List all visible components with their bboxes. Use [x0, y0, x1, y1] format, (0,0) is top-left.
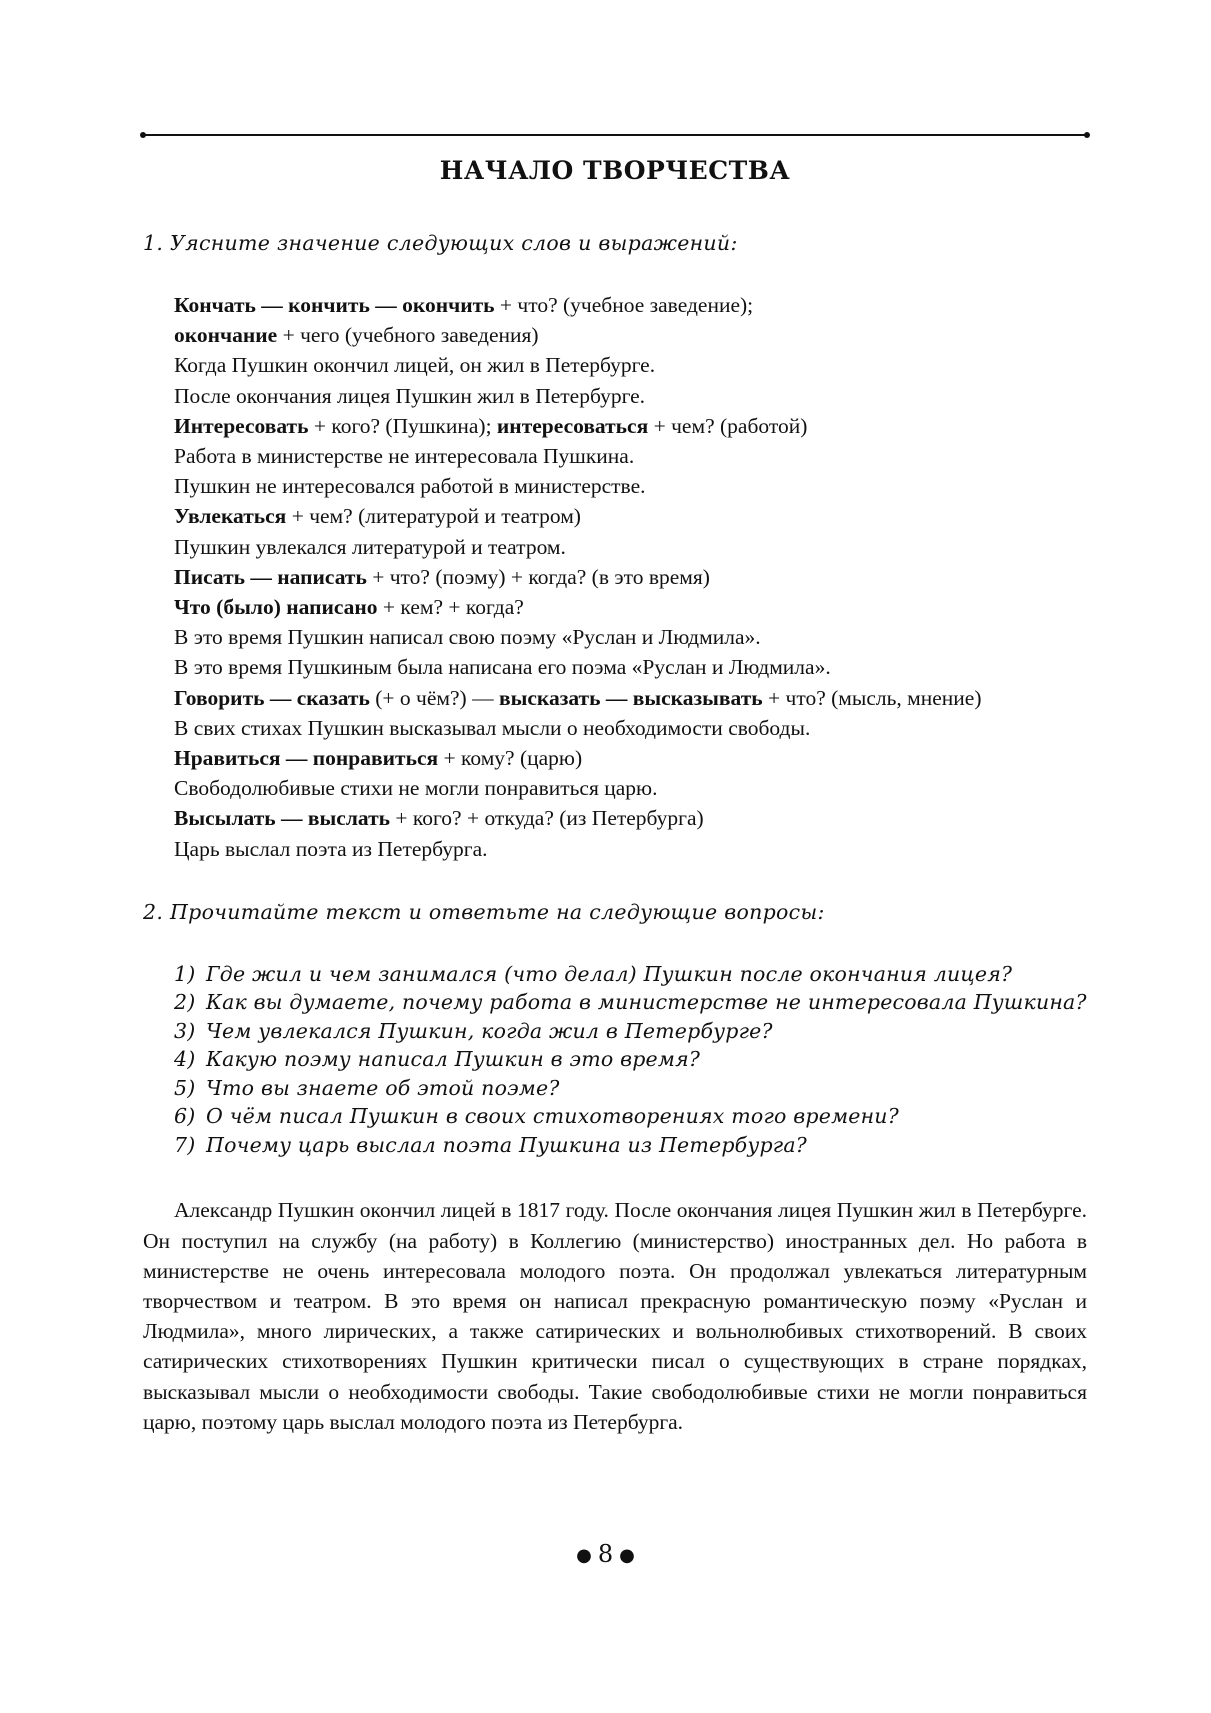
task-1-heading: 1. Уясните значение следующих слов и выражений: [143, 231, 738, 255]
vocab-line: Пушкин увлекался литературой и театром. [174, 534, 566, 559]
vocab-line: Интересовать + кого? (Пушкина); интересоваться + чем? (работой) [174, 413, 808, 438]
vocabulary-list [174, 290, 1087, 864]
vocab-line: Работа в министерстве не интересовала Пушкина. [174, 444, 635, 469]
vocab-line: Когда Пушкин окончил лицей, он жил в Петербурге. [174, 353, 656, 378]
page-number: ● 8 ● [0, 1540, 1211, 1568]
vocab-line: Высылать — выслать + кого? + откуда? (из Петербурга) [174, 806, 704, 831]
vocab-line: окончание + чего (учебного заведения) [174, 323, 539, 348]
vocab-line: Нравиться — понравиться + кому? (царю) [174, 746, 583, 771]
question-item: 1) Где жил и чем занимался (что делал) Пушкин после окончания лицея? [174, 961, 1013, 986]
bullet-icon: ● [619, 1545, 635, 1566]
question-item: 2) Как вы думаете, почему работа в министерстве не интересовала Пушкина? [174, 990, 1087, 1015]
question-item: 4) Какую поэму написал Пушкин в это время? [174, 1047, 701, 1072]
vocab-line: Писать — написать + что? (поэму) + когда? (в это время) [174, 564, 710, 589]
task-2-heading: 2. Прочитайте текст и ответьте на следующие вопросы: [143, 899, 825, 924]
vocab-line: Говорить — сказать (+ о чём?) — высказать — высказывать + что? (мысль, мнение) [174, 685, 982, 710]
vocab-line: В это время Пушкиным была написана его поэма «Руслан и Людмила». [174, 655, 831, 680]
page-content [143, 128, 1087, 1437]
vocab-line: Царь выслал поэта из Петербурга. [174, 836, 488, 861]
question-item: 5) Что вы знаете об этой поэме? [174, 1075, 560, 1100]
question-item: 6) О чём писал Пушкин в своих стихотворениях того времени? [174, 1104, 899, 1129]
vocab-line: Кончать — кончить — окончить + что? (учебное заведение); [174, 293, 754, 317]
vocab-line: Свободолюбивые стихи не могли понравиться царю. [174, 776, 658, 801]
question-item: 3) Чем увлекался Пушкин, когда жил в Петербурге? [174, 1018, 773, 1043]
question-item: 7) Почему царь выслал поэта Пушкина из Петербурга? [174, 1132, 807, 1157]
question-list [174, 960, 1087, 1160]
top-rule [143, 134, 1087, 136]
vocab-line: После окончания лицея Пушкин жил в Петербурге. [174, 383, 646, 408]
vocab-line: Увлекаться + чем? (литературой и театром) [174, 504, 581, 529]
vocab-line: В это время Пушкин написал свою поэму «Руслан и Людмила». [174, 625, 761, 650]
vocab-line: В свих стихах Пушкин высказывал мысли о необходимости свободы. [174, 715, 811, 740]
bullet-icon: ● [576, 1545, 592, 1566]
reading-text: Александр Пушкин окончил лицей в 1817 году. После окончания лицея Пушкин жил в Петербурге. Он поступил на службу (на работу) в Коллегию (министерство) иностранных дел. Но работа в министерстве не очень интересовала молодого поэта. Он продолжал увлекаться литературным творчеством и театром. В это время он написал прекрасную романтическую поэму «Руслан и Людмила», много лирических, а также сатирических и вольнолюбивых стихотворений. В своих сатирических стихотворениях Пушкин критически писал о существующих в стране порядках, высказывал мысли о необходимости свободы. Такие свободолюбивые стихи не могли понравиться царю, поэтому царь выслал молодого поэта из Петербурга. [143, 1198, 1087, 1434]
page-title: НАЧАЛО ТВОРЧЕСТВА [439, 156, 791, 185]
vocab-line: Что (было) написано + кем? + когда? [174, 595, 524, 620]
vocab-line: Пушкин не интересовался работой в министерстве. [174, 474, 646, 499]
